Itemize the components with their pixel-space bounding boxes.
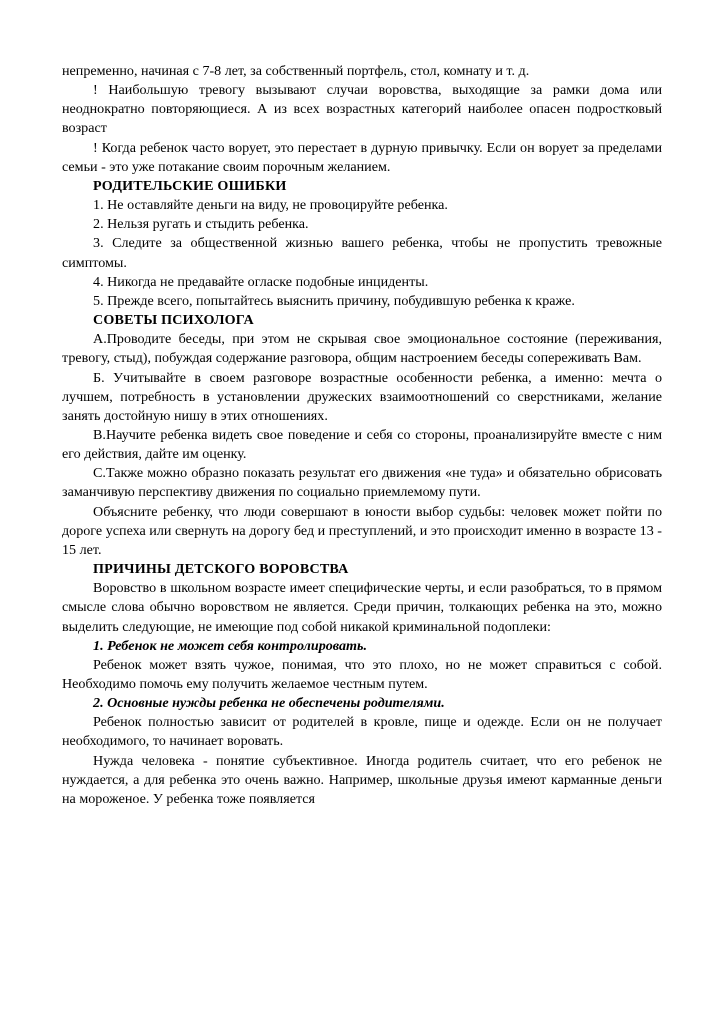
subsection-heading: 2. Основные нужды ребенка не обеспечены родителями. xyxy=(93,695,445,712)
paragraph: А.Проводите беседы, при этом не скрывая свое эмоциональное состояние (переживания, тревогу, стыд), побуждая содержание разговора, общим настроением беседы сопереживать Вам. xyxy=(62,331,662,367)
section-heading: РОДИТЕЛЬСКИЕ ОШИБКИ xyxy=(93,177,287,194)
paragraph: 1. Не оставляйте деньги на виду, не провоцируйте ребенка. xyxy=(93,197,448,214)
paragraph: 2. Нельзя ругать и стыдить ребенка. xyxy=(93,216,309,233)
subsection-heading: 1. Ребенок не может себя контролировать. xyxy=(93,637,367,654)
paragraph: Ребенок полностью зависит от родителей в кровле, пище и одежде. Если он не получает необходимого, то начинает воровать. xyxy=(62,714,662,750)
paragraph: непременно, начиная с 7-8 лет, за собственный портфель, стол, комнату и т. д. xyxy=(62,63,530,79)
section-heading: ПРИЧИНЫ ДЕТСКОГО ВОРОВСТВА xyxy=(93,561,349,578)
paragraph: ! Наибольшую тревогу вызывают случаи воровства, выходящие за рамки дома или неоднократно повторяющиеся. А из всех возрастных категорий наиболее опасен подростковый возраст xyxy=(62,82,662,137)
paragraph: Ребенок может взять чужое, понимая, что это плохо, но не может справиться с собой. Необходимо помочь ему получить желаемое честным путем. xyxy=(62,656,662,692)
document-body xyxy=(62,62,662,809)
paragraph: Б. Учитывайте в своем разговоре возрастные особенности ребенка, а именно: мечта о лучшем, потребность в установлении дружеских взаимоотношений со сверстниками, желание занять достойную нишу в этих отношениях. xyxy=(62,369,662,424)
paragraph: ! Когда ребенок часто ворует, это перестает в дурную привычку. Если он ворует за пределами семьи - это уже потакание своим порочным желанием. xyxy=(62,139,662,175)
paragraph: Нужда человека - понятие субъективное. Иногда родитель считает, что его ребенок не нуждается, а для ребенка это очень важно. Например, школьные друзья имеют карманные деньги на мороженое. У ребенка тоже появляется xyxy=(62,752,662,807)
paragraph: Воровство в школьном возрасте имеет специфические черты, и если разобраться, то в прямом смысле слова обычно воровством не является. Среди причин, толкающих ребенка на это, можно выделить следующие, не имеющие под собой никакой криминальной подоплеки: xyxy=(62,580,662,635)
paragraph: Объясните ребенку, что люди совершают в юности выбор судьбы: человек может пойти по дороге успеха или свернуть на дорогу бед и преступлений, и это происходит именно в возрасте 13 - 15 лет. xyxy=(62,503,662,558)
paragraph: С.Также можно образно показать результат его движения «не туда» и обязательно обрисовать заманчивую перспективу движения по социально приемлемому пути. xyxy=(62,465,662,501)
paragraph: 3. Следите за общественной жизнью вашего ребенка, чтобы не пропустить тревожные симптомы. xyxy=(62,235,662,271)
paragraph: 5. Прежде всего, попытайтесь выяснить причину, побудившую ребенка к краже. xyxy=(93,292,575,309)
section-heading: СОВЕТЫ ПСИХОЛОГА xyxy=(93,312,254,329)
paragraph: В.Научите ребенка видеть свое поведение и себя со стороны, проанализируйте вместе с ним его действия, дайте им оценку. xyxy=(62,426,662,463)
paragraph: 4. Никогда не предавайте огласке подобные инциденты. xyxy=(93,273,429,290)
